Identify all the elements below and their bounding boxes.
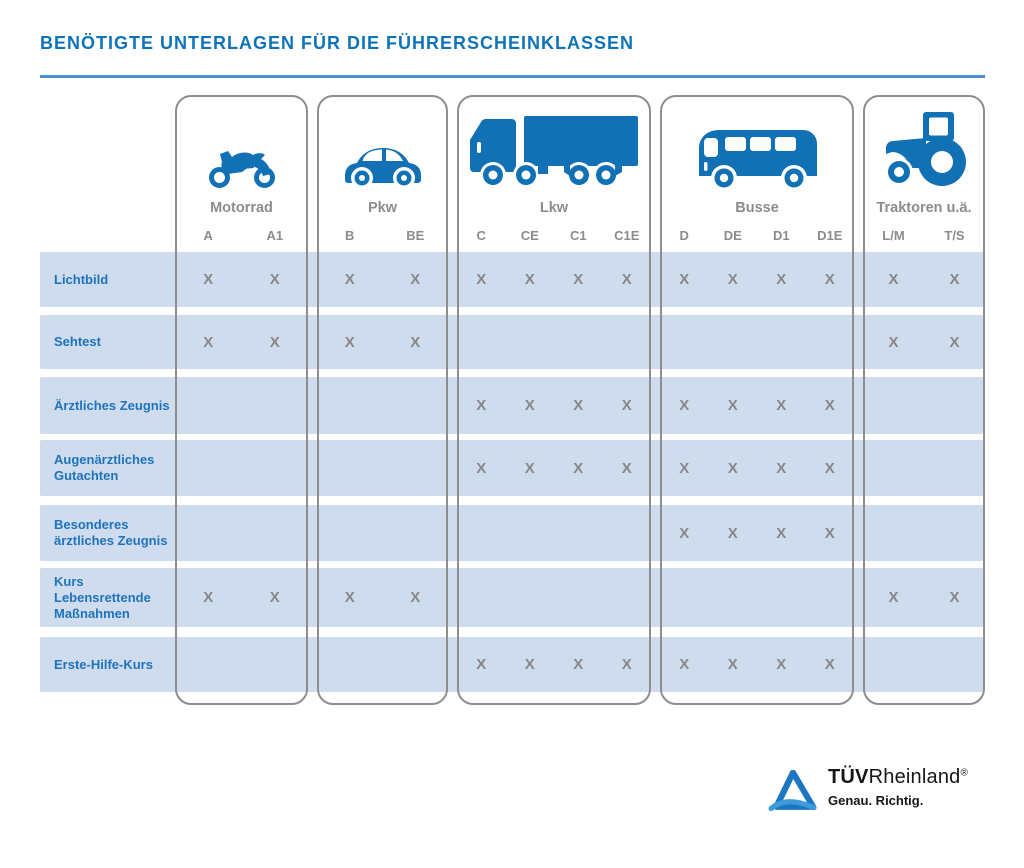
marks-row [863,505,985,561]
license-class-codes [863,224,985,246]
mark-cell-empty [383,440,449,496]
license-class-code: CE [520,227,539,243]
mark-cell-empty [924,377,985,434]
mark-cell-empty [554,315,603,369]
logo-brand-bold: TÜV [828,766,869,788]
row-label: Sehtest [54,334,101,349]
row-label: Erste-Hilfe-Kurs [54,656,153,672]
mark-cell-x: X [573,271,584,288]
mark-cell-x: X [679,397,690,414]
mark-cell-empty [863,505,924,561]
marks-row [457,505,651,561]
mark-cell-x: X [888,589,899,606]
mark-cell-empty [175,505,242,561]
license-class-code: D1E [817,227,843,243]
mark-cell-empty [924,505,985,561]
license-class-code: C [476,227,486,243]
marks-row [175,505,308,561]
mark-cell-x: X [476,271,487,288]
marks-row [317,252,448,307]
marks-row [317,315,448,369]
marks-row [660,377,854,434]
mark-cell-x: X [410,271,421,288]
mark-cell-empty [242,440,309,496]
tuv-triangle-icon [768,770,818,812]
license-class-code: B [345,227,355,243]
mark-cell-empty [603,505,652,561]
mark-cell-empty [660,315,709,369]
mark-cell-x: X [203,271,214,288]
license-class-code: D [679,227,689,243]
mark-cell-empty [317,505,383,561]
mark-cell-x: X [727,459,738,477]
mark-cell-empty [863,440,924,496]
mark-cell-empty [242,505,309,561]
bus-icon [693,122,821,188]
mark-cell-x: X [679,271,690,288]
mark-cell-empty [806,568,855,627]
mark-cell-x: X [621,271,632,288]
mark-cell-x: X [344,271,355,288]
mark-cell-x: X [269,271,280,288]
mark-cell-empty [924,637,985,692]
mark-cell-x: X [727,524,738,542]
mark-cell-empty [175,637,242,692]
license-class-codes [317,224,448,246]
registered-mark: ® [960,767,969,779]
motorcycle-icon [208,144,276,188]
vehicle-group-name: Lkw [539,200,569,216]
mark-cell-x: X [949,333,960,351]
license-class-code: T/S [944,227,965,243]
mark-cell-x: X [679,459,690,477]
mark-cell-x: X [269,589,280,606]
mark-cell-empty [506,315,555,369]
license-class-code: A1 [266,227,284,243]
mark-cell-x: X [621,656,632,673]
mark-cell-x: X [524,271,535,288]
marks-row [317,637,448,692]
mark-cell-empty [457,315,506,369]
mark-cell-empty [457,505,506,561]
tuv-rheinland-logo [768,766,968,812]
vehicle-icon-area [457,100,651,188]
row-label: Lichtbild [54,271,109,287]
marks-row [457,568,651,627]
marks-row [660,252,854,307]
mark-cell-x: X [621,397,632,414]
vehicle-group-name: Motorrad [210,200,273,216]
marks-row [863,568,985,627]
mark-cell-x: X [679,656,690,673]
mark-cell-empty [506,568,555,627]
mark-cell-x: X [344,333,355,351]
vehicle-group-name: Traktoren u.ä. [876,200,972,216]
mark-cell-x: X [727,271,738,288]
mark-cell-x: X [621,459,632,477]
license-class-code: L/M [882,227,905,243]
license-class-code: D1 [772,227,790,243]
vehicle-icon-area [317,100,448,188]
mark-cell-x: X [824,656,835,673]
mark-cell-empty [924,440,985,496]
mark-cell-x: X [776,524,787,542]
license-class-codes [660,224,854,246]
mark-cell-empty [383,377,449,434]
mark-cell-empty [863,377,924,434]
mark-cell-empty [806,315,855,369]
marks-row [317,377,448,434]
mark-cell-x: X [410,589,421,606]
mark-cell-x: X [573,656,584,673]
mark-cell-empty [317,440,383,496]
mark-cell-x: X [727,397,738,414]
marks-row [457,377,651,434]
marks-row [457,440,651,496]
marks-row [317,440,448,496]
mark-cell-x: X [888,271,899,288]
vehicle-icon-area [660,100,854,188]
marks-row [457,637,651,692]
license-class-code: DE [723,227,742,243]
mark-cell-x: X [949,589,960,606]
mark-cell-x: X [524,397,535,414]
mark-cell-empty [757,315,806,369]
marks-row [863,315,985,369]
marks-row [317,568,448,627]
row-label: Kurs Lebensrettende Maßnahmen [54,573,151,621]
marks-row [175,315,308,369]
row-label: Augenärztliches Gutachten [54,452,155,483]
mark-cell-x: X [269,333,280,351]
mark-cell-empty [175,377,242,434]
mark-cell-x: X [824,459,835,477]
marks-row [457,315,651,369]
mark-cell-x: X [824,397,835,414]
marks-row [457,252,651,307]
mark-cell-x: X [888,333,899,351]
mark-cell-x: X [344,589,355,606]
mark-cell-empty [709,315,758,369]
mark-cell-empty [757,568,806,627]
mark-cell-x: X [776,271,787,288]
truck-icon [466,112,642,188]
mark-cell-x: X [824,524,835,542]
marks-row [863,440,985,496]
row-label: Besonderes ärztliches Zeugnis [54,517,168,548]
title-underline [40,75,985,78]
logo-brand [828,766,968,789]
mark-cell-empty [383,505,449,561]
logo-text [828,766,968,808]
mark-cell-x: X [573,459,584,477]
mark-cell-x: X [776,397,787,414]
mark-cell-x: X [727,656,738,673]
mark-cell-x: X [949,271,960,288]
logo-brand-regular: Rheinland [868,766,961,788]
marks-row [660,440,854,496]
mark-cell-empty [175,440,242,496]
mark-cell-empty [603,315,652,369]
mark-cell-empty [709,568,758,627]
license-class-code: C1E [614,227,640,243]
marks-row [175,637,308,692]
license-class-code: A [203,227,213,243]
mark-cell-x: X [203,589,214,606]
marks-row [175,252,308,307]
license-class-code: C1 [569,227,587,243]
license-class-codes [175,224,308,246]
mark-cell-empty [506,505,555,561]
mark-cell-empty [457,568,506,627]
mark-cell-empty [383,637,449,692]
mark-cell-empty [554,505,603,561]
marks-row [175,568,308,627]
license-class-codes [457,224,651,246]
mark-cell-x: X [776,656,787,673]
mark-cell-x: X [573,397,584,414]
mark-cell-x: X [679,524,690,542]
mark-cell-x: X [410,333,421,351]
mark-cell-empty [554,568,603,627]
vehicle-icon-area [863,100,985,188]
mark-cell-x: X [476,397,487,414]
row-label: Ärztliches Zeugnis [54,397,170,413]
logo-tagline: Genau. Richtig. [828,793,924,808]
mark-cell-empty [317,637,383,692]
marks-row [863,637,985,692]
marks-row [660,637,854,692]
marks-row [660,315,854,369]
marks-row [175,440,308,496]
mark-cell-empty [317,377,383,434]
marks-row [660,505,854,561]
marks-row [175,377,308,434]
mark-cell-empty [603,568,652,627]
mark-cell-x: X [476,656,487,673]
mark-cell-x: X [203,333,214,351]
mark-cell-empty [660,568,709,627]
vehicle-group-name: Busse [735,200,779,216]
car-icon [341,140,425,188]
tractor-icon [880,110,968,188]
mark-cell-x: X [776,459,787,477]
mark-cell-empty [242,637,309,692]
page-title: BENÖTIGTE UNTERLAGEN FÜR DIE FÜHRERSCHEINKLASSEN [40,33,635,53]
mark-cell-x: X [824,271,835,288]
mark-cell-x: X [476,459,487,477]
vehicle-group-name: Pkw [367,200,397,216]
mark-cell-empty [242,377,309,434]
mark-cell-empty [863,637,924,692]
mark-cell-x: X [524,656,535,673]
marks-row [863,377,985,434]
marks-row [660,568,854,627]
license-class-code: BE [406,227,425,243]
marks-row [863,252,985,307]
mark-cell-x: X [524,459,535,477]
marks-row [317,505,448,561]
vehicle-icon-area [175,100,308,188]
